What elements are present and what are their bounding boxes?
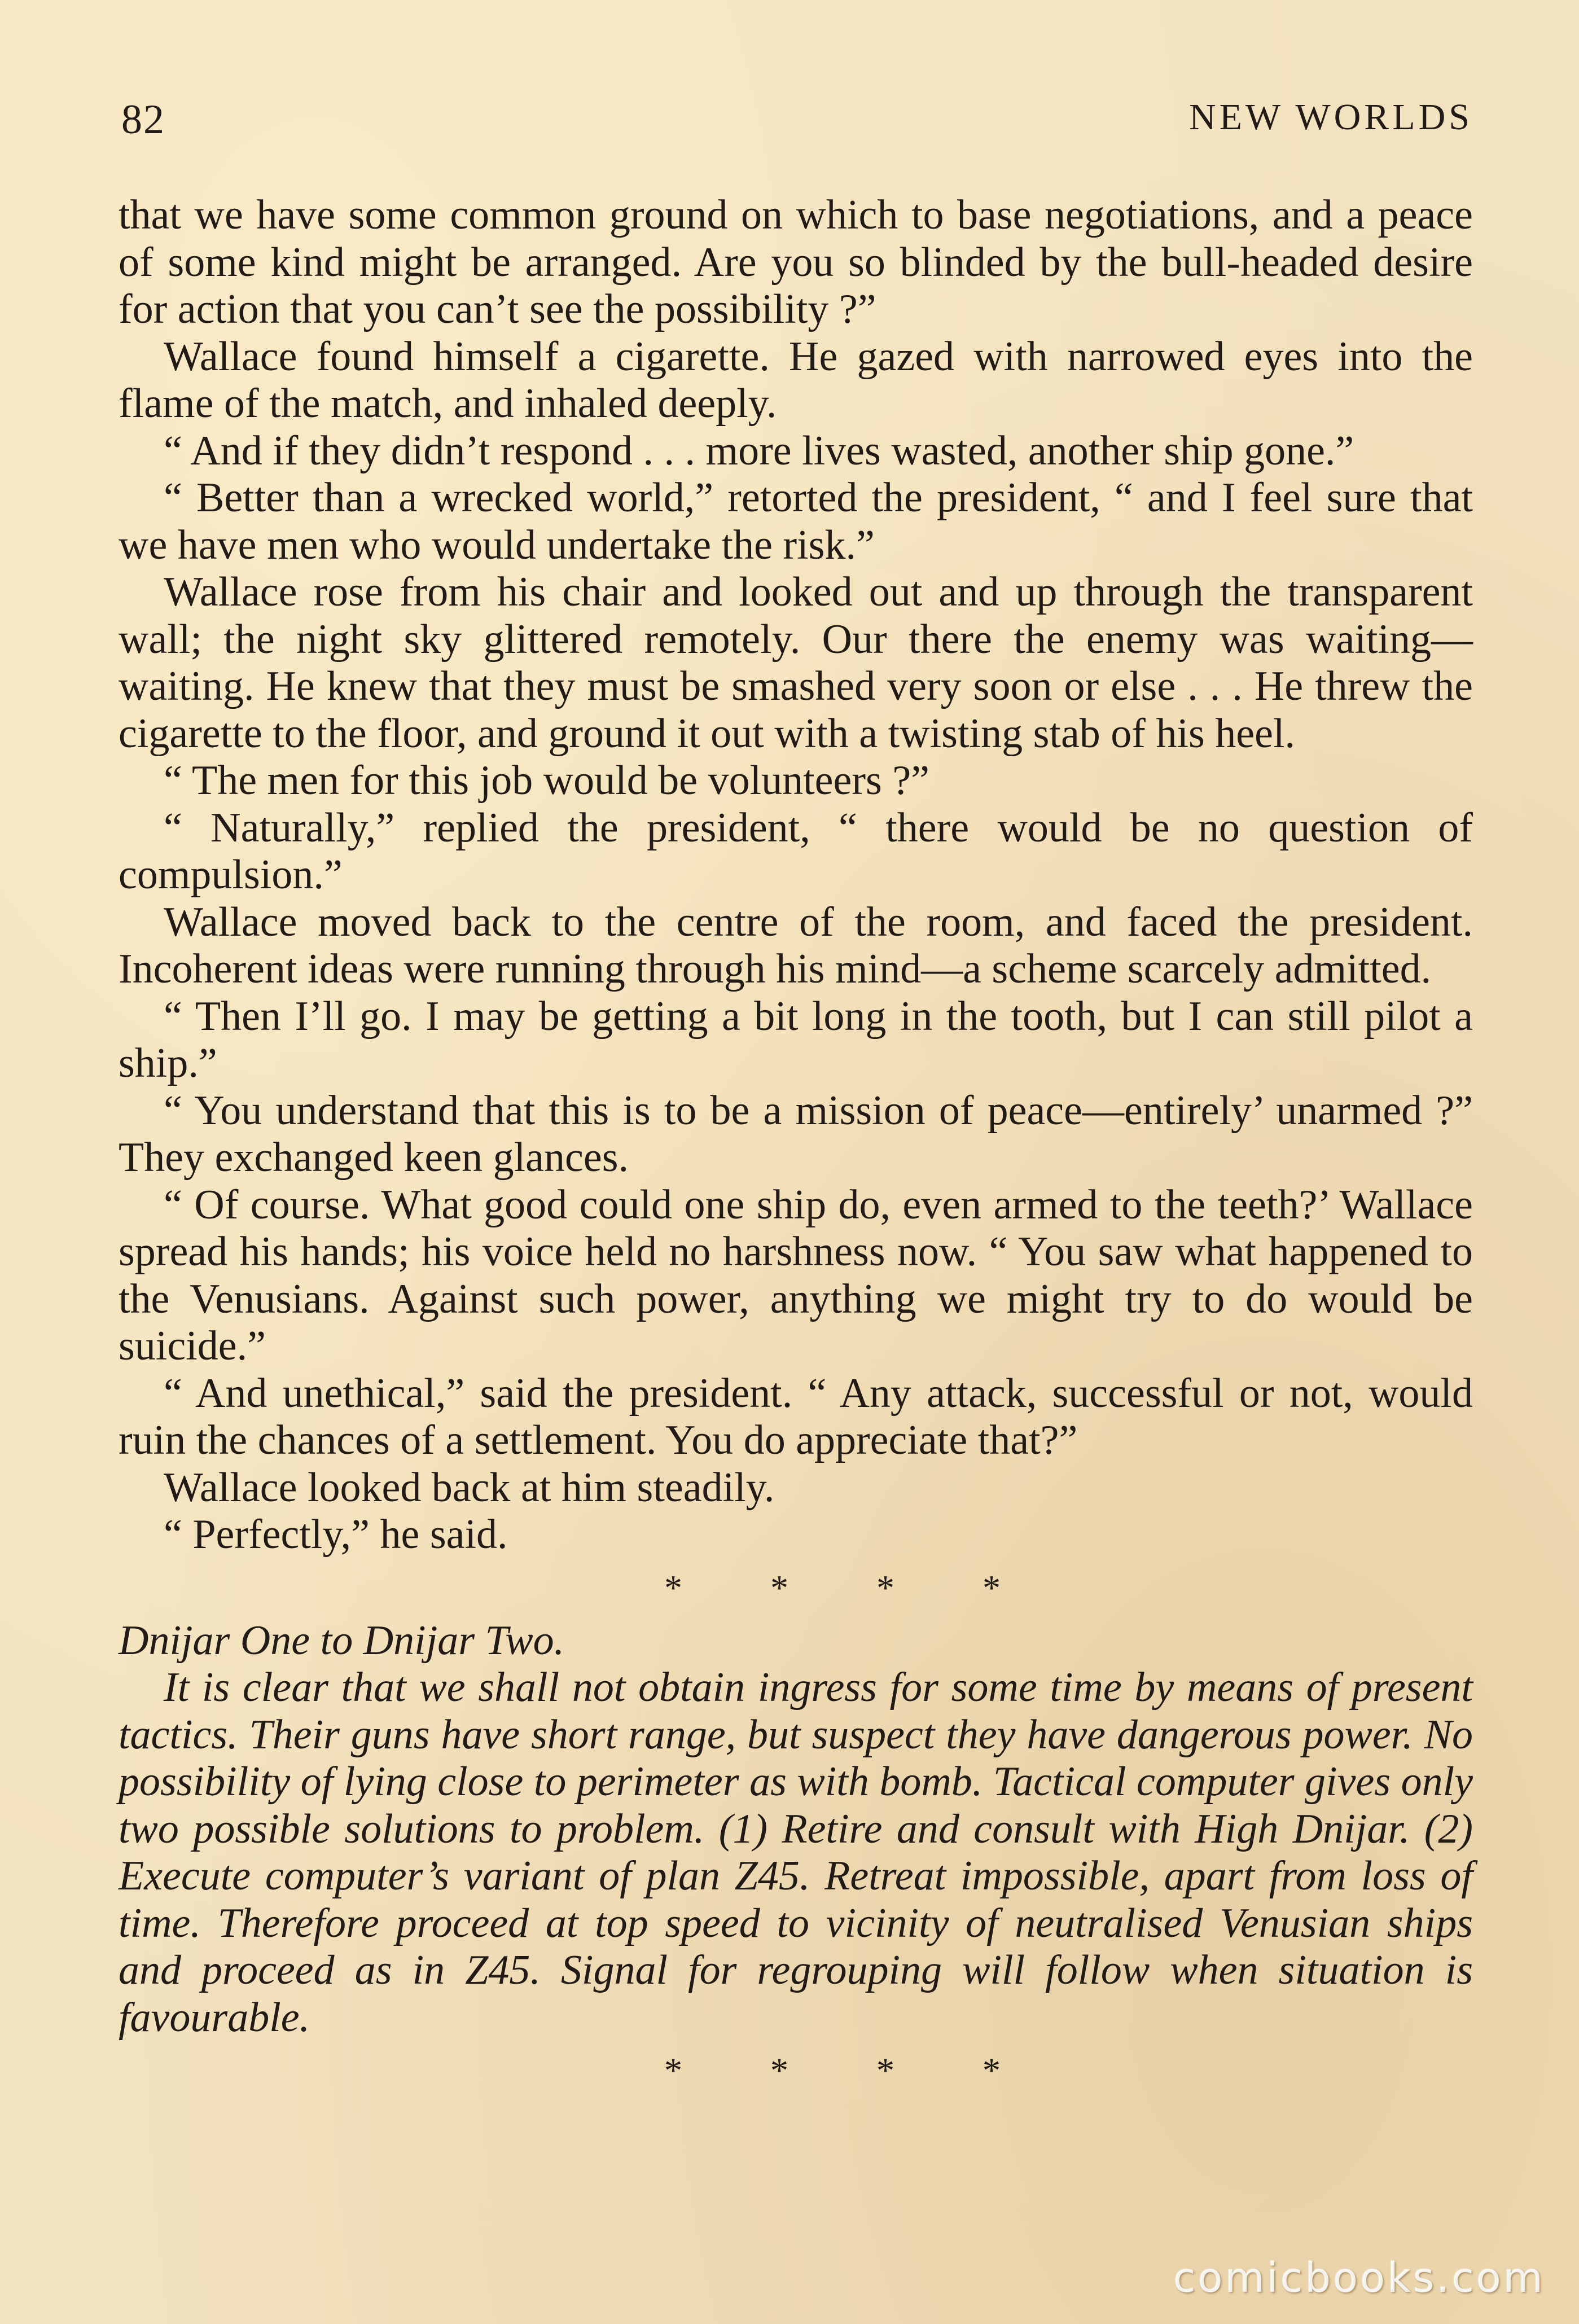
section-separator: * * * *	[664, 2050, 1040, 2090]
paragraph: “ Naturally,” replied the president, “ there would be no question of compulsion.”	[119, 804, 1473, 898]
paragraph: Wallace rose from his chair and looked out and up through the transparent wall; the night sky glittered remotely. Our there the enemy was waiting—waiting. He knew that they must be smashed very soon or else . . . He threw the cigarette to the floor, and ground it out with a twisting stab of his heel.	[119, 569, 1473, 757]
section-separator: * * * *	[664, 1567, 1040, 1608]
paragraph: “ Perfectly,” he said.	[164, 1511, 508, 1558]
body-text	[119, 192, 1473, 2100]
paragraph: “ The men for this job would be volunteers ?”	[164, 757, 930, 804]
paragraph: “ And unethical,” said the president. “ Any attack, successful or not, would ruin the chances of a settlement. You do appreciate that?”	[119, 1370, 1473, 1463]
paragraph: that we have some common ground on which to base negotiations, and a peace of some kind might be arranged. Are you so blinded by the bull-headed desire for action that you can’t see the possibility ?”	[119, 192, 1473, 332]
message-body: It is clear that we shall not obtain ingress for some time by means of present tactics. Their guns have short range, but suspect they have dangerous power. No possibility of lying close to perimeter as with bomb. Tactical computer gives only two possible solutions to problem. (1) Retire and consult with High Dnijar. (2) Execute computer’s variant of plan Z45. Retreat impossible, apart from loss of time. Therefore proceed at top speed to vicinity of neutralised Venusian ships and proceed as in Z45. Signal for regrouping will follow when situation is favourable.	[119, 1664, 1473, 2041]
paragraph: “ Of course. What good could one ship do, even armed to the teeth?’ Wallace spread his hands; his voice held no harshness now. “ You saw what happened to the Venusians. Against such power, anything we might try to do would be suicide.”	[119, 1181, 1473, 1369]
paragraph: Wallace moved back to the centre of the room, and faced the president. Incoherent ideas were running through his mind—a scheme scarcely admitted.	[119, 898, 1473, 992]
paragraph: “ Better than a wrecked world,” retorted the president, “ and I feel sure that we have men who would undertake the risk.”	[119, 475, 1473, 568]
paragraph: Wallace looked back at him steadily.	[164, 1464, 775, 1511]
paragraph: Wallace found himself a cigarette. He gazed with narrowed eyes into the flame of the match, and inhaled deeply.	[119, 333, 1473, 427]
page-number: 82	[121, 97, 165, 143]
paragraph: “ Then I’ll go. I may be getting a bit long in the tooth, but I can still pilot a ship.”	[119, 993, 1473, 1086]
paragraph: “ And if they didn’t respond . . . more lives wasted, another ship gone.”	[164, 427, 1354, 474]
running-head: NEW WORLDS	[1188, 97, 1473, 138]
page-header	[121, 96, 1473, 152]
watermark-logo: comicbooks.com	[1173, 2254, 1545, 2301]
paragraph: “ You understand that this is to be a mission of peace—entirely’ unarmed ?” They exchanged keen glances.	[119, 1087, 1473, 1181]
message-heading: Dnijar One to Dnijar Two.	[119, 1617, 565, 1664]
